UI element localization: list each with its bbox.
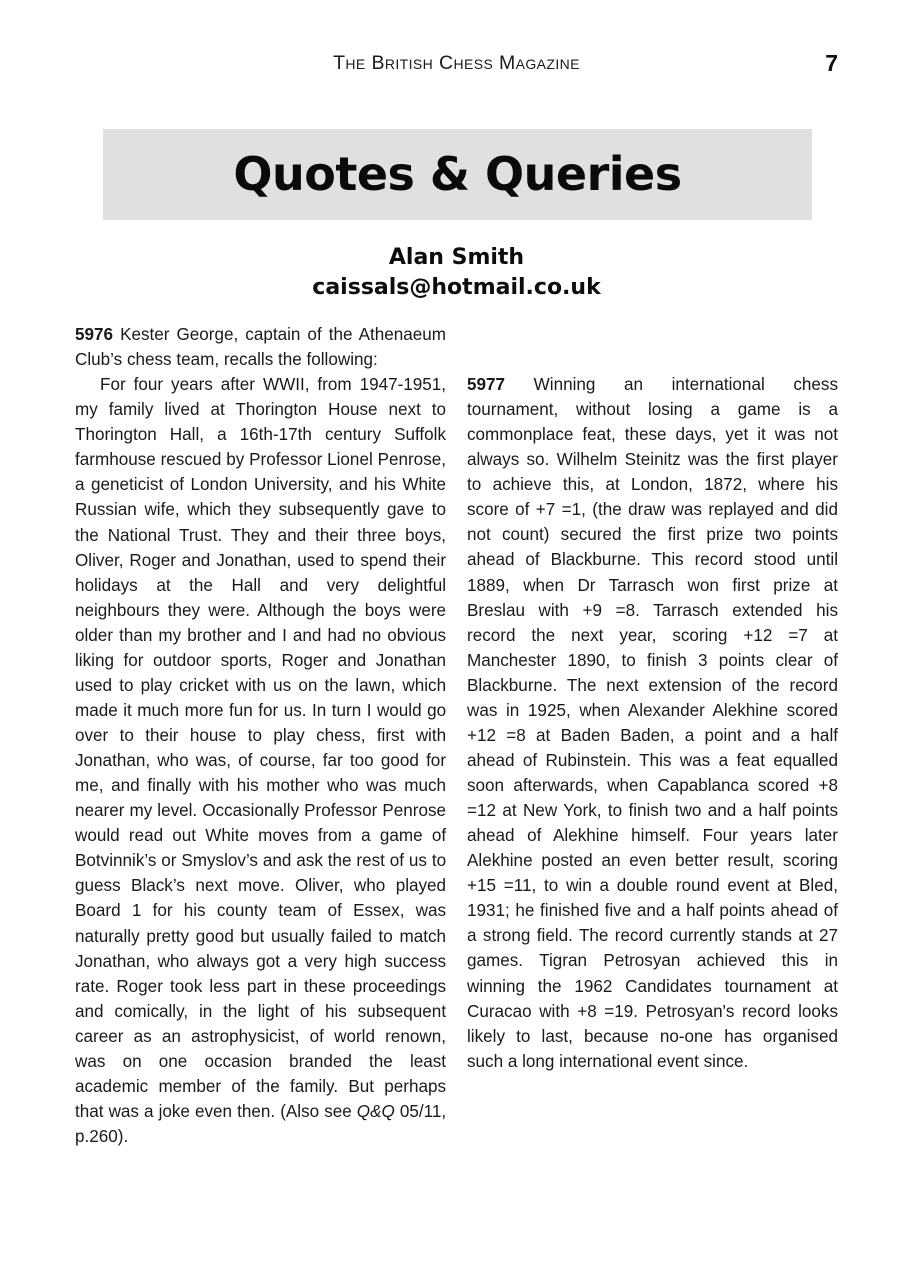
- running-head: [75, 52, 838, 82]
- item-spacer: [467, 322, 838, 372]
- section-title: Quotes & Queries: [233, 147, 682, 201]
- byline: [75, 243, 838, 303]
- column-right: [467, 322, 838, 1182]
- item-5976-qq-reference: Q&Q: [356, 1101, 395, 1121]
- item-5977-lead-text: Winning an international chess tournament, without losing a game is a commonplace feat, these days, yet it was not always so. Wilhelm Steinitz was the first player to achieve this, at London, 1872, where his score of +7 =1, (the draw was replayed and did not count) secured the first prize two points ahead of Blackburne. This record stood until 1889, when Dr Tarrasch won first prize at Breslau with +9 =8. Tarrasch extended his record the next year, scoring +12 =7 at Manchester 1890, to finish 3 points clear of Blackburne. The next extension of the record was in 1925, when Alexander Alekhine scored +12 =8 at Baden Baden, a point and a half ahead of Rubinstein. This was a feat equalled soon afterwards, when Capablanca scored +8 =12 at New York, to finish two and a half points ahead of Alekhine himself. Four years later Alekhine posted an even better result, scoring +15 =11, to win a double round event at Bled, 1931; he finished five and a half points ahead of a strong field. The record currently stands at 27 games. Tigran Petrosyan achieved this in winning the 1962 Candidates tournament at Curacao with +8 =19. Petrosyan's record looks likely to last, because no-one has organised such a long international event since.: [467, 375, 838, 1071]
- item-5976-lead-text: Kester George, captain of the Athenaeum Club’s chess team, recalls the following:: [75, 325, 446, 370]
- author-name: Alan Smith: [388, 245, 525, 270]
- item-5976-lead: [75, 322, 446, 372]
- item-5977-lead: [467, 372, 838, 1074]
- item-number-5977: 5977: [467, 375, 506, 394]
- item-number-5976: 5976: [75, 325, 114, 344]
- body-columns: [75, 322, 838, 1182]
- page-number: 7: [825, 50, 838, 76]
- section-title-band: [103, 129, 812, 220]
- magazine-title: The British Chess Magazine: [333, 52, 580, 74]
- author-email: caissals@hotmail.co.uk: [312, 275, 601, 300]
- item-5976-paragraph: For four years after WWII, from 1947-1951, my family lived at Thorington House next to Thorington Hall, a 16th-17th century Suffolk farmhouse rescued by Professor Lionel Penrose, a geneticist of London University, and his White Russian wife, which they subsequently gave to the National Trust. They and their three boys, Oliver, Roger and Jonathan, used to spend their holidays at the Hall and very delightful neighbours they were. Although the boys were older than my brother and I and had no obvious liking for outdoor sports, Roger and Jonathan used to play cricket with us on the lawn, which made it much more fun for us. In turn I would go over to their house to play chess, first with Jonathan, who was, of course, far too good for me, and finally with his mother who was much nearer my level. Occasionally Professor Penrose would read out White moves from a game of Botvinnik’s or Smyslov’s and ask the rest of us to guess Black’s next move. Oliver, who played Board 1 for his county team of Essex, was naturally pretty good but usually failed to match Jonathan, who always got a very high success rate. Roger took less part in these proceedings and comically, in the light of his subsequent career as an astrophysicist, of world renown, was on one occasion branded the least academic member of the family. But perhaps that was a joke even then. (Also see Q&Q 05/11, p.260).: [75, 375, 447, 1146]
- column-left: [75, 322, 446, 1182]
